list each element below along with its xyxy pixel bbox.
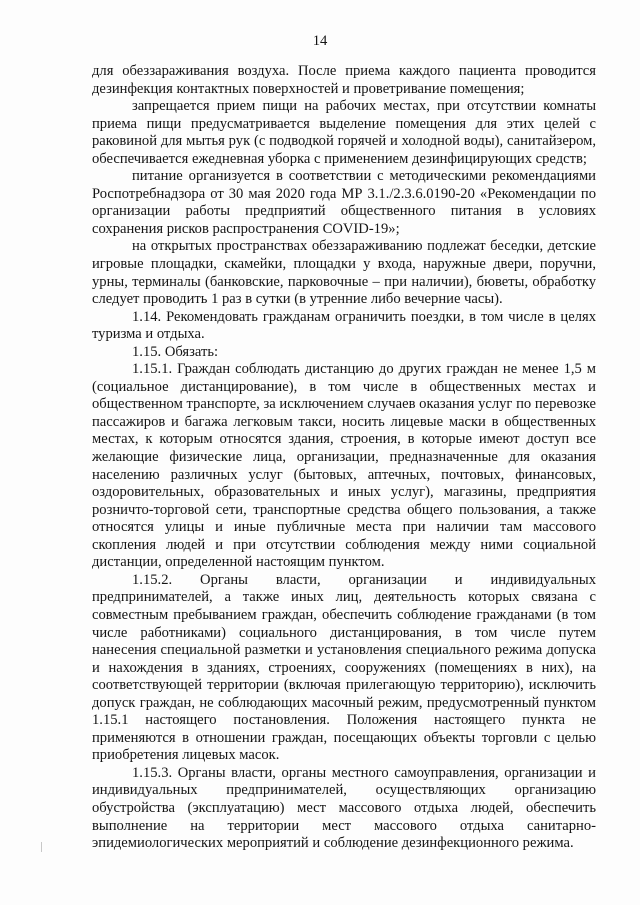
paragraph-clause-1-15: 1.15. Обязать: xyxy=(132,343,219,360)
paragraph-open-spaces: на открытых пространствах обеззараживанию подлежат беседки, детские игровые площадки, скамейки, площадки у входа, наружные двери, поручни, урны, терминалы (банковские, парковочные – при наличии), бюветы, обработку следует проводить 1 раз в сутки (в утренние либо вечерние часы). xyxy=(92,238,596,308)
paragraph-air-disinfection: для обеззараживания воздуха. После приема каждого пациента проводится дезинфекция контактных поверхностей и проветривание помещения; xyxy=(92,63,596,97)
paragraph-catering: питание организуется в соответствии с методическими рекомендациями Роспотребнадзора от 30 мая 2020 года МР 3.1./2.3.6.0190-20 «Рекомендации по организации работы предприятий общественного питания в условиях сохранения рисков распространения COVID-19»; xyxy=(92,168,596,237)
document-body xyxy=(92,63,596,853)
paragraph-clause-1-15-3: 1.15.3. Органы власти, органы местного самоуправления, организации и индивидуальных предпринимателей, осуществляющих организацию обустройства (эксплуатацию) мест массового отдыха людей, обеспечить выполнение на территории мест массового отдыха санитарно-эпидемиологических мероприятий и соблюдение дезинфекционного режима. xyxy=(92,764,596,852)
paragraph-clause-1-15-2: 1.15.2. Органы власти, организации и индивидуальных предпринимателей, а также иных лиц, деятельность которых связана с совместным пребыванием граждан, обеспечить соблюдение гражданами (в том числе работниками) социального дистанцирования, в том числе путем нанесения специальной разметки и установления специального режима допуска и нахождения в зданиях, строениях, сооружениях (помещениях в них), на соответствующей территории (включая прилегающую территорию), исключить допуск граждан, не соблюдающих масочный режим, предусмотренный пунктом 1.15.1 настоящего постановления. Положения настоящего пункта не применяются в отношении граждан, посещающих объекты торговли с целью приобретения лицевых масок. xyxy=(92,571,596,764)
page-number: 14 xyxy=(312,33,328,49)
paragraph-clause-1-15-1: 1.15.1. Граждан соблюдать дистанцию до других граждан не менее 1,5 м (социальное дистанцирование), в том числе в общественных местах и общественном транспорте, за исключением случаев оказания услуг по перевозке пассажиров и багажа легковым такси, носить лицевые маски в общественных местах, к которым относятся здания, строения, в которые имеют доступ все желающие физические лица, организации, предназначенные для оказания населению различных услуг (бытовых, аптечных, почтовых, финансовых, оздоровительных, образовательных и иных услуг), магазины, предприятия розничто-торговой сети, транспортные средства общего пользования, а также относятся улицы и иные публичные места при наличии там массового скопления людей и при отсутствии соблюдения между ними социальной дистанции, определенной настоящим пунктом. xyxy=(92,361,596,571)
paragraph-eating-ban: запрещается прием пищи на рабочих местах, при отсутствии комнаты приема пищи предусматривается выделение помещения для этих целей с раковиной для мытья рук (с подводкой горячей и холодной воды), санитайзером, обеспечивается ежедневная уборка с применением дезинфицирующих средств; xyxy=(92,98,596,167)
scan-margin-mark xyxy=(41,842,42,852)
paragraph-clause-1-14: 1.14. Рекомендовать гражданам ограничить поездки, в том числе в целях туризма и отдыха. xyxy=(92,308,596,343)
